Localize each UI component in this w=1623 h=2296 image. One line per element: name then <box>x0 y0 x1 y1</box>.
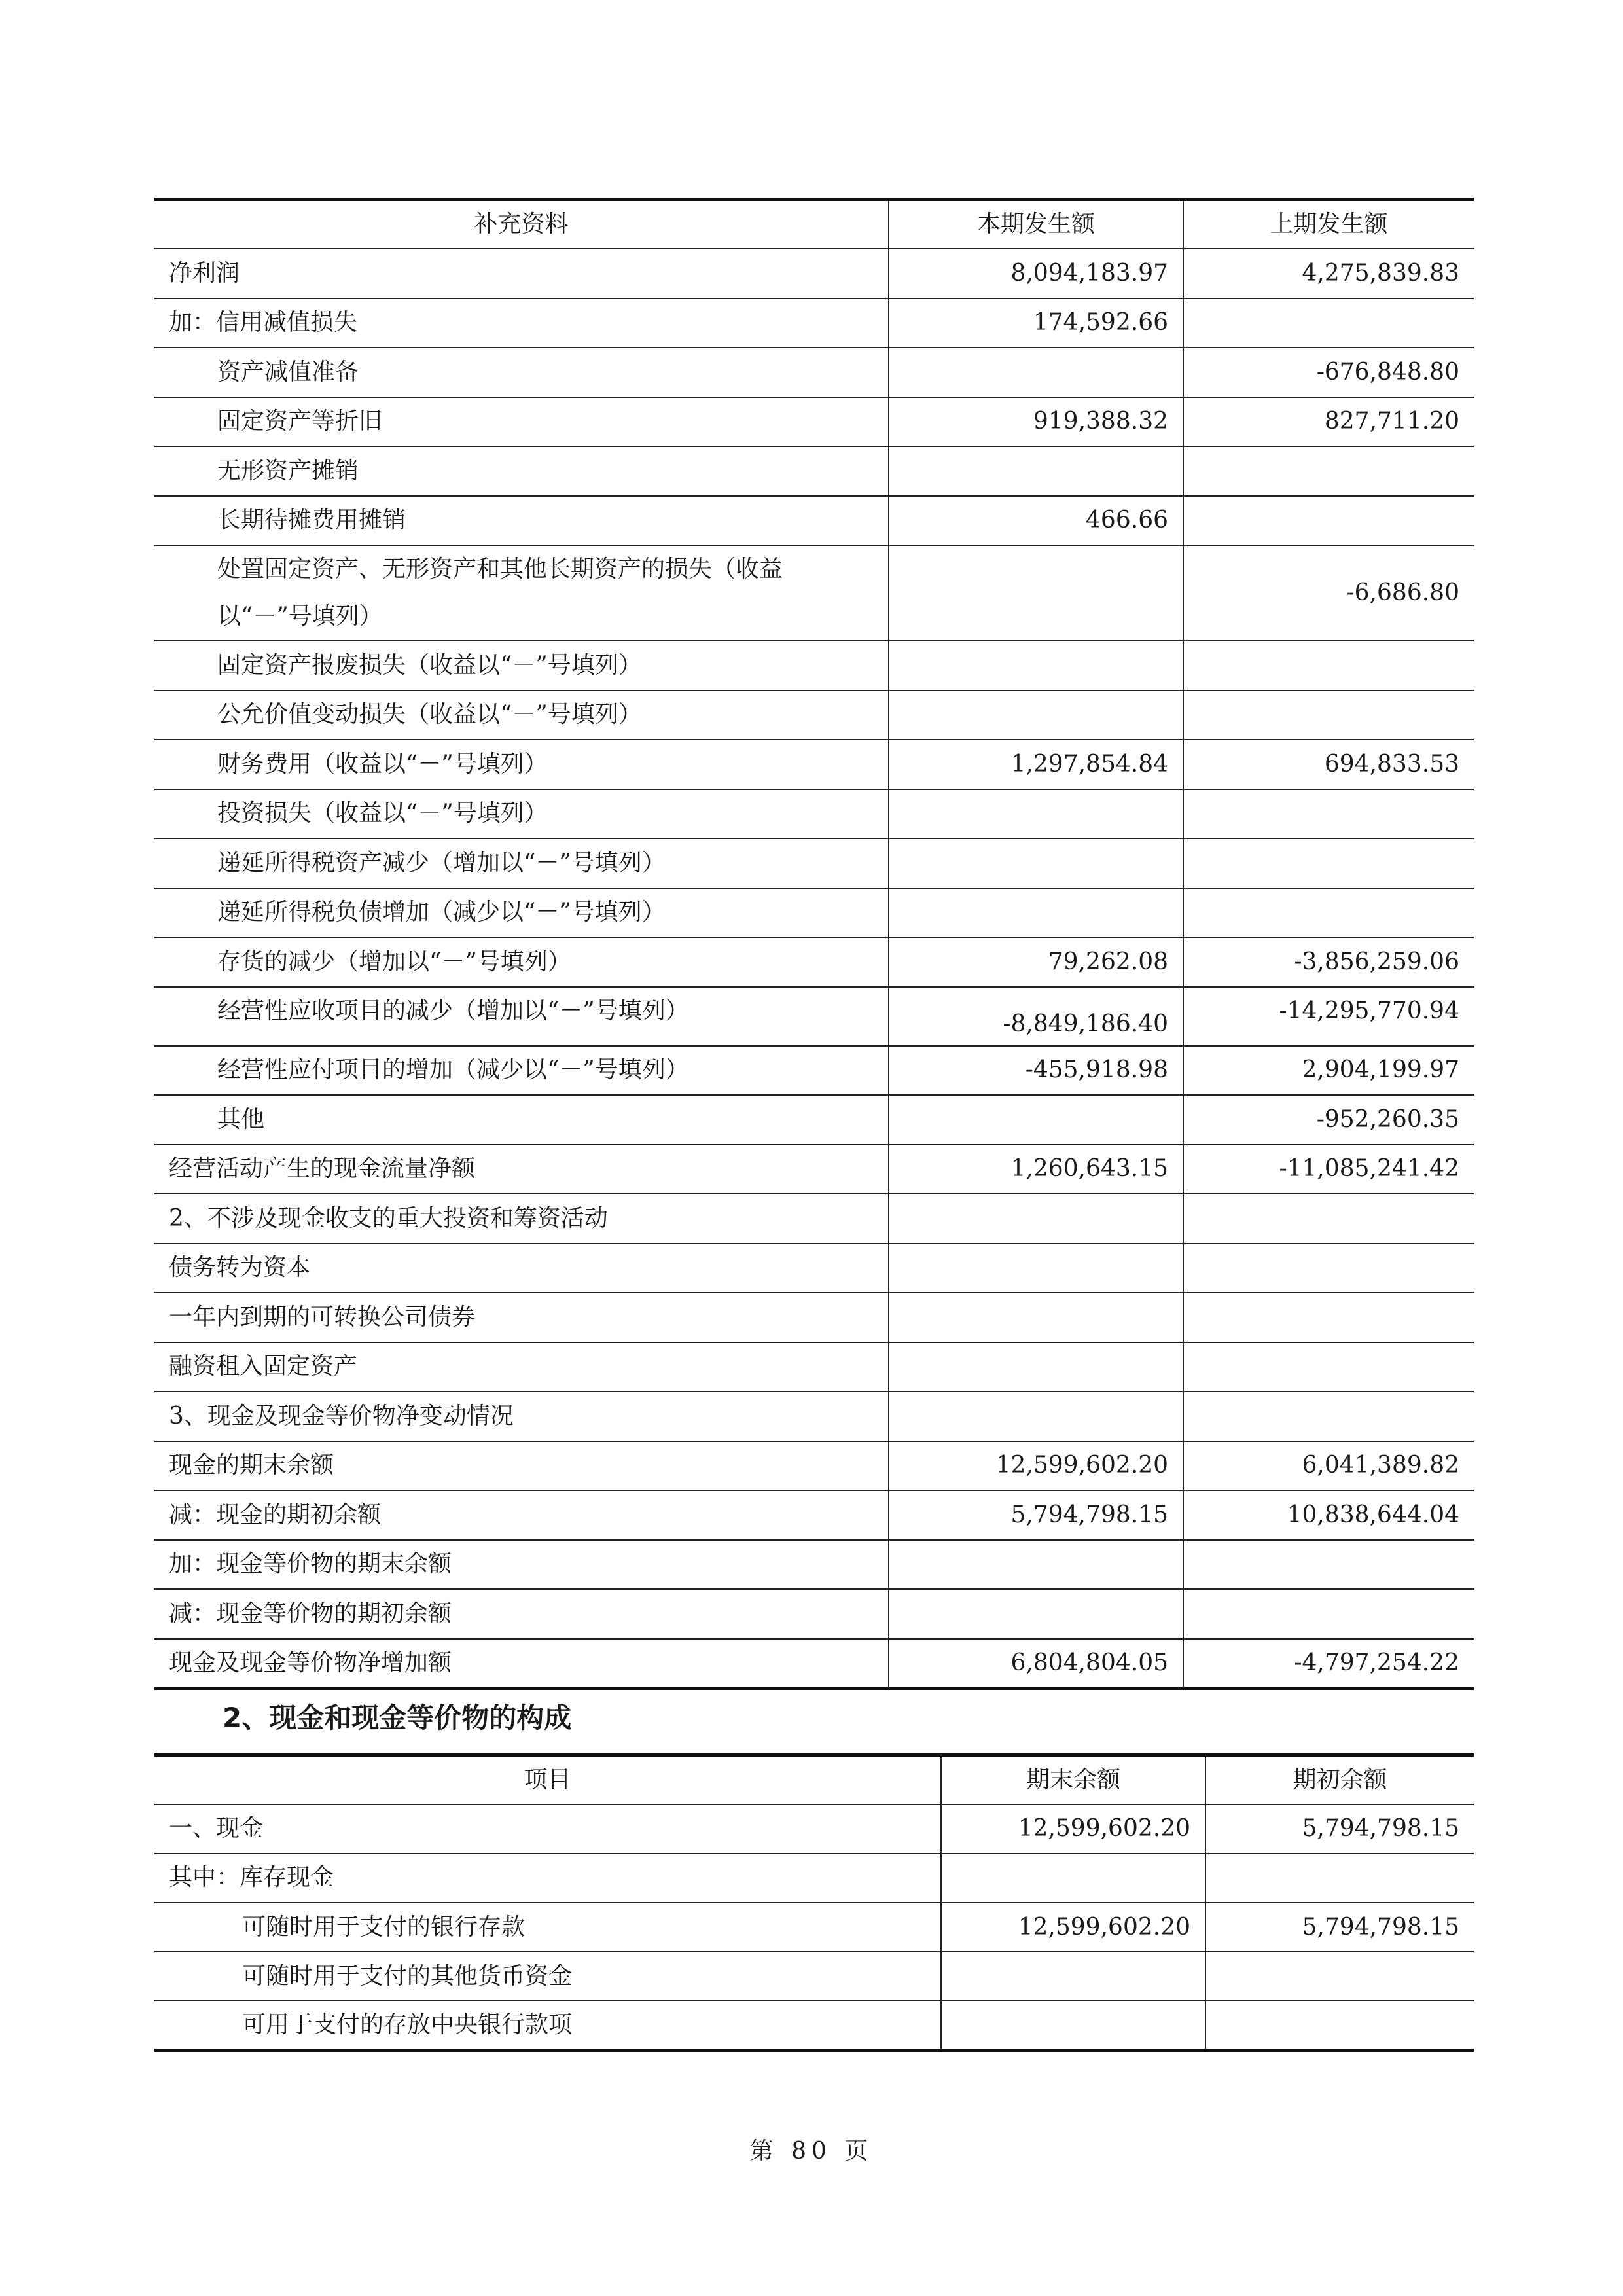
previous-value <box>1183 1589 1474 1639</box>
table-row <box>154 987 1474 1046</box>
previous-value <box>1183 888 1474 938</box>
row-label: 递延所得税资产减少（增加以“－”号填列） <box>154 838 889 888</box>
current-value: -455,918.98 <box>889 1046 1183 1096</box>
end-value: 12,599,602.20 <box>941 1903 1205 1952</box>
previous-value: -3,856,259.06 <box>1183 937 1474 987</box>
row-label: 减：现金的期初余额 <box>154 1490 889 1540</box>
row-label: 加：信用减值损失 <box>154 298 889 348</box>
previous-value: -6,686.80 <box>1183 545 1474 641</box>
cash-equivalents-table <box>154 1753 1474 2052</box>
row-label: 现金及现金等价物净增加额 <box>154 1639 889 1689</box>
current-value <box>889 789 1183 839</box>
table-row <box>154 1244 1474 1293</box>
row-label: 3、现金及现金等价物净变动情况 <box>154 1391 889 1441</box>
table-row <box>154 249 1474 298</box>
row-label: 可随时用于支付的银行存款 <box>154 1903 941 1952</box>
table-row <box>154 1903 1474 1952</box>
table-row <box>154 1854 1474 1903</box>
begin-value: 5,794,798.15 <box>1205 1903 1474 1952</box>
previous-value <box>1183 446 1474 496</box>
previous-value <box>1183 789 1474 839</box>
begin-value: 5,794,798.15 <box>1205 1804 1474 1854</box>
table-row <box>154 838 1474 888</box>
previous-value: 4,275,839.83 <box>1183 249 1474 298</box>
column-header-item: 补充资料 <box>154 200 889 249</box>
previous-value: 2,904,199.97 <box>1183 1046 1474 1096</box>
table-row <box>154 1293 1474 1342</box>
row-label: 一、现金 <box>154 1804 941 1854</box>
row-label: 资产减值准备 <box>154 348 889 397</box>
current-value: 1,297,854.84 <box>889 740 1183 789</box>
table-row <box>154 691 1474 740</box>
row-label: 经营性应收项目的减少（增加以“－”号填列） <box>154 987 889 1046</box>
table-row <box>154 789 1474 839</box>
row-label: 公允价值变动损失（收益以“－”号填列） <box>154 691 889 740</box>
table-row <box>154 1441 1474 1491</box>
current-value: 1,260,643.15 <box>889 1145 1183 1194</box>
current-value <box>889 888 1183 938</box>
previous-value: -952,260.35 <box>1183 1095 1474 1145</box>
current-value <box>889 1540 1183 1590</box>
current-value: 174,592.66 <box>889 298 1183 348</box>
row-label: 其他 <box>154 1095 889 1145</box>
table-row <box>154 545 1474 641</box>
section-title: 2、现金和现金等价物的构成 <box>223 1702 572 1734</box>
previous-value <box>1183 496 1474 546</box>
current-value <box>889 446 1183 496</box>
table-row <box>154 1540 1474 1590</box>
table-row <box>154 1145 1474 1194</box>
table-row <box>154 1095 1474 1145</box>
table-row <box>154 1589 1474 1639</box>
row-label: 可随时用于支付的其他货币资金 <box>154 1952 941 2001</box>
begin-value <box>1205 1952 1474 2001</box>
previous-value: -11,085,241.42 <box>1183 1145 1474 1194</box>
table-row <box>154 1046 1474 1096</box>
table-row <box>154 740 1474 789</box>
current-value: 8,094,183.97 <box>889 249 1183 298</box>
current-value <box>889 1342 1183 1392</box>
row-label: 固定资产等折旧 <box>154 397 889 447</box>
previous-value <box>1183 298 1474 348</box>
row-label: 处置固定资产、无形资产和其他长期资产的损失（收益以“－”号填列） <box>154 545 889 641</box>
current-value: 919,388.32 <box>889 397 1183 447</box>
previous-value <box>1183 838 1474 888</box>
previous-value <box>1183 1293 1474 1342</box>
row-label: 固定资产报废损失（收益以“－”号填列） <box>154 641 889 691</box>
table-row <box>154 1391 1474 1441</box>
end-value <box>941 1854 1205 1903</box>
previous-value: 6,041,389.82 <box>1183 1441 1474 1491</box>
current-value <box>889 1194 1183 1244</box>
current-value: 12,599,602.20 <box>889 1441 1183 1491</box>
row-label: 债务转为资本 <box>154 1244 889 1293</box>
table-row <box>154 496 1474 546</box>
column-header-begin: 期初余额 <box>1205 1755 1474 1804</box>
row-label: 可用于支付的存放中央银行款项 <box>154 2001 941 2050</box>
table-row <box>154 1952 1474 2001</box>
table-row <box>154 397 1474 447</box>
end-value: 12,599,602.20 <box>941 1804 1205 1854</box>
current-value: 6,804,804.05 <box>889 1639 1183 1689</box>
page-number: 第 80 页 <box>749 2138 874 2164</box>
previous-value <box>1183 641 1474 691</box>
row-label: 递延所得税负债增加（减少以“－”号填列） <box>154 888 889 938</box>
table-row <box>154 888 1474 938</box>
current-value <box>889 1391 1183 1441</box>
table-header-row <box>154 1755 1474 1804</box>
table-row <box>154 1639 1474 1689</box>
current-value <box>889 1589 1183 1639</box>
table-row <box>154 348 1474 397</box>
previous-value <box>1183 1194 1474 1244</box>
column-header-item: 项目 <box>154 1755 941 1804</box>
current-value: 5,794,798.15 <box>889 1490 1183 1540</box>
column-header-current: 本期发生额 <box>889 200 1183 249</box>
table-row <box>154 446 1474 496</box>
end-value <box>941 2001 1205 2050</box>
previous-value: -676,848.80 <box>1183 348 1474 397</box>
previous-value: 827,711.20 <box>1183 397 1474 447</box>
column-header-previous: 上期发生额 <box>1183 200 1474 249</box>
previous-value <box>1183 1342 1474 1392</box>
row-label: 投资损失（收益以“－”号填列） <box>154 789 889 839</box>
end-value <box>941 1952 1205 2001</box>
previous-value: -4,797,254.22 <box>1183 1639 1474 1689</box>
previous-value: 10,838,644.04 <box>1183 1490 1474 1540</box>
begin-value <box>1205 2001 1474 2050</box>
row-label: 经营性应付项目的增加（减少以“－”号填列） <box>154 1046 889 1096</box>
previous-value: -14,295,770.94 <box>1183 987 1474 1046</box>
row-label: 存货的减少（增加以“－”号填列） <box>154 937 889 987</box>
row-label: 加：现金等价物的期末余额 <box>154 1540 889 1590</box>
row-label: 财务费用（收益以“－”号填列） <box>154 740 889 789</box>
current-value: 79,262.08 <box>889 937 1183 987</box>
previous-value <box>1183 1244 1474 1293</box>
current-value <box>889 1293 1183 1342</box>
table-row <box>154 937 1474 987</box>
table-row <box>154 1804 1474 1854</box>
current-value <box>889 348 1183 397</box>
previous-value <box>1183 691 1474 740</box>
current-value <box>889 1095 1183 1145</box>
current-value <box>889 641 1183 691</box>
current-value: 466.66 <box>889 496 1183 546</box>
current-value <box>889 838 1183 888</box>
row-label: 经营活动产生的现金流量净额 <box>154 1145 889 1194</box>
table-row <box>154 1342 1474 1392</box>
table-row <box>154 298 1474 348</box>
table-header-row <box>154 200 1474 249</box>
begin-value <box>1205 1854 1474 1903</box>
previous-value: 694,833.53 <box>1183 740 1474 789</box>
current-value: -8,849,186.40 <box>889 987 1183 1046</box>
current-value <box>889 1244 1183 1293</box>
row-label: 其中：库存现金 <box>154 1854 941 1903</box>
row-label: 净利润 <box>154 249 889 298</box>
row-label: 无形资产摊销 <box>154 446 889 496</box>
row-label: 融资租入固定资产 <box>154 1342 889 1392</box>
table-row <box>154 1194 1474 1244</box>
table-row <box>154 1490 1474 1540</box>
previous-value <box>1183 1540 1474 1590</box>
row-label: 现金的期末余额 <box>154 1441 889 1491</box>
table-row <box>154 2001 1474 2050</box>
row-label: 长期待摊费用摊销 <box>154 496 889 546</box>
row-label: 2、不涉及现金收支的重大投资和筹资活动 <box>154 1194 889 1244</box>
current-value <box>889 545 1183 641</box>
previous-value <box>1183 1391 1474 1441</box>
row-label: 减：现金等价物的期初余额 <box>154 1589 889 1639</box>
current-value <box>889 691 1183 740</box>
table-row <box>154 641 1474 691</box>
column-header-end: 期末余额 <box>941 1755 1205 1804</box>
row-label: 一年内到期的可转换公司债券 <box>154 1293 889 1342</box>
cash-flow-supplement-table <box>154 198 1474 1690</box>
